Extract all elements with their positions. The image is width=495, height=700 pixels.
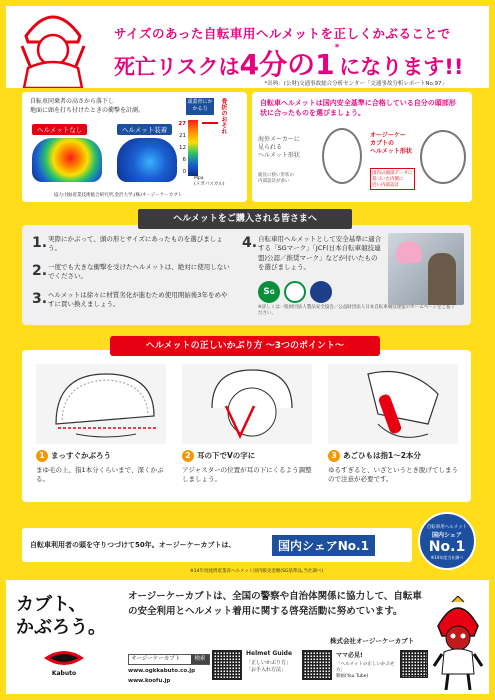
shop-photo-image bbox=[388, 233, 464, 305]
impact-card bbox=[22, 92, 247, 202]
impact-credit: 協力:(独)産業技術総合研究所,金沢大学,(株)オージーケーカブト bbox=[54, 193, 183, 198]
overseas-note: 縦長に狭い形状の 内部設計が多い bbox=[258, 173, 294, 184]
fracture-arrow-icon bbox=[202, 122, 218, 124]
point-1 bbox=[36, 450, 166, 485]
headline-panel bbox=[6, 6, 489, 88]
slogan: カブト、 かぶろう。 bbox=[16, 594, 106, 638]
point-2-desc: アジャスターの位置が耳の下にくるよう調整しましょう。 bbox=[182, 466, 312, 484]
ogk-note: 国内の頭部データに 基づいた内側に 近い内部設計 bbox=[370, 168, 415, 190]
wear-title: ヘルメットの正しいかぶり方 〜3つのポイント〜 bbox=[110, 336, 380, 356]
share-highlight: 国内シェアNo.1 bbox=[272, 535, 375, 556]
mascot-image bbox=[432, 596, 484, 690]
share-band bbox=[22, 528, 412, 562]
jcf-mark2-icon bbox=[310, 281, 332, 303]
qr-code-1-image bbox=[212, 650, 242, 680]
buyer-item-3: 3. ヘルメットは徐々に材質劣化が進むため使用開始後3年をめやすに買い換えましょう。 bbox=[32, 291, 228, 309]
scale-note: Mpa (メガパスカル) bbox=[194, 176, 225, 187]
search-button[interactable]: 検索 bbox=[191, 655, 209, 664]
fit-lead: 自転車ヘルメットは国内安全基準に合格している自分の頭部形状に合ったものを選びましょう。 bbox=[260, 99, 456, 118]
share-badge: 自転車用ヘルメット 国内シェア No.1 ※14年度当社調べ bbox=[418, 512, 476, 570]
share-footnote: ※14年度経済産業省ヘルメット国内販売金額(SG基準品,当社調べ) bbox=[190, 569, 324, 574]
headline-source: *出典：(公財)交通事故総合分析センター「交通事故分析レポートNo.97」 bbox=[264, 81, 447, 87]
headline-line1: サイズのあった自転車用ヘルメットを正しくかぶることで bbox=[114, 26, 451, 41]
corporate-text: オージーケーカブトは、全国の警察や自治体関係に協力して、自転車の安全利用とヘルメット着用に関する啓発活動に努めています。 bbox=[128, 591, 422, 617]
qr-code-2-image bbox=[302, 650, 332, 680]
scale-values: 27 21 12 6 0 bbox=[178, 121, 186, 175]
point-3-title: 3 あごひもは指1〜2本分 bbox=[328, 450, 464, 462]
jcf-mark-icon bbox=[284, 281, 306, 303]
point-2 bbox=[182, 450, 312, 485]
helmet-guide: Helmet Guide 「正しいかぶり方」 「お手入れ方法」 bbox=[246, 650, 293, 673]
point-1-desc: まゆ毛の上、指1本分くらいまで、深くかぶる。 bbox=[36, 466, 164, 484]
heatmap-without-image bbox=[32, 138, 102, 182]
buyers-title: ヘルメットをご購入される皆さまへ bbox=[138, 209, 352, 229]
fit-card bbox=[252, 92, 472, 202]
overseas-title: 海外メーカーに 見られる ヘルメット形状 bbox=[258, 136, 300, 159]
heatmap-with-image bbox=[117, 138, 177, 182]
point-2-title: 2 耳の下でVの字に bbox=[182, 450, 312, 462]
url-1[interactable]: www.ogkkabuto.co.jp bbox=[128, 668, 196, 674]
buyer-item-2: 2. 一度でも大きな衝撃を受けたヘルメットは、絶対に使用しないでください。 bbox=[32, 263, 230, 281]
buyer-item-4: 4. 自転車用ヘルメットとして安全基準に適合する「SGマーク」「JCF(日本自転車競技連盟)公認／推奨マーク」などが付いたものを選びましょう。 bbox=[242, 235, 382, 272]
url-2[interactable]: www.koofu.jp bbox=[128, 678, 171, 684]
headline-line2: 死亡リスクは4分の1*になります!! bbox=[114, 43, 464, 81]
wear-panel bbox=[22, 350, 471, 502]
staff-person-image bbox=[428, 253, 456, 305]
point-3 bbox=[328, 450, 464, 485]
buyer-item-1: 1. 実際にかぶって、頭の形とサイズにあったものを選びましょう。 bbox=[32, 235, 223, 253]
search-box[interactable] bbox=[128, 654, 210, 665]
company-name: 株式会社オージーケーカブト bbox=[330, 637, 415, 645]
point-1-title: 1 まっすぐかぶろう bbox=[36, 450, 166, 462]
buyers-footnote: ※詳しくは一般財団法人製品安全協会／公益財団法人日本自転車競技連盟のホームページをご覧ください。 bbox=[258, 305, 456, 317]
helmet-person-illustration bbox=[18, 6, 88, 88]
pink-helmet-image bbox=[396, 241, 422, 263]
search-input[interactable]: オージーケーカブト bbox=[131, 656, 181, 662]
youtube-info: ママ必見! 「ヘルメットの正しいかぶせ方」 動画(You Tube) bbox=[336, 652, 395, 679]
ogk-shape-icon bbox=[420, 130, 466, 184]
label-with-helmet: ヘルメット装着 bbox=[117, 124, 172, 135]
color-scale-bar bbox=[188, 120, 198, 176]
point-3-desc: ゆるすぎると、いざというとき脱げてしまうので注意が必要です。 bbox=[328, 466, 458, 484]
sg-mark-icon: SG bbox=[258, 281, 280, 303]
share-text: 自転車利用者の頭を守りつづけて50年。オージーケーカブトは、 bbox=[30, 541, 236, 549]
buyers-panel bbox=[22, 225, 471, 325]
kabuto-logo: Kabuto bbox=[42, 650, 86, 672]
point-1-illustration bbox=[36, 364, 166, 444]
point-3-illustration bbox=[328, 364, 458, 444]
ogk-title: オージーケー カブトの ヘルメット形状 bbox=[370, 132, 412, 155]
impact-caption: 自転車同乗者の高さから落下し 地面に頭を打ち付けたときの衝撃を計測。 bbox=[30, 98, 145, 114]
point-2-illustration bbox=[182, 364, 312, 444]
label-without-helmet: ヘルメットなし bbox=[32, 124, 87, 135]
fracture-label: 骨折のおそれ bbox=[220, 98, 227, 134]
qr-code-3-image bbox=[400, 650, 428, 678]
overseas-shape-icon bbox=[322, 128, 362, 184]
scale-title: 頭蓋骨にかかる力 bbox=[186, 98, 214, 115]
